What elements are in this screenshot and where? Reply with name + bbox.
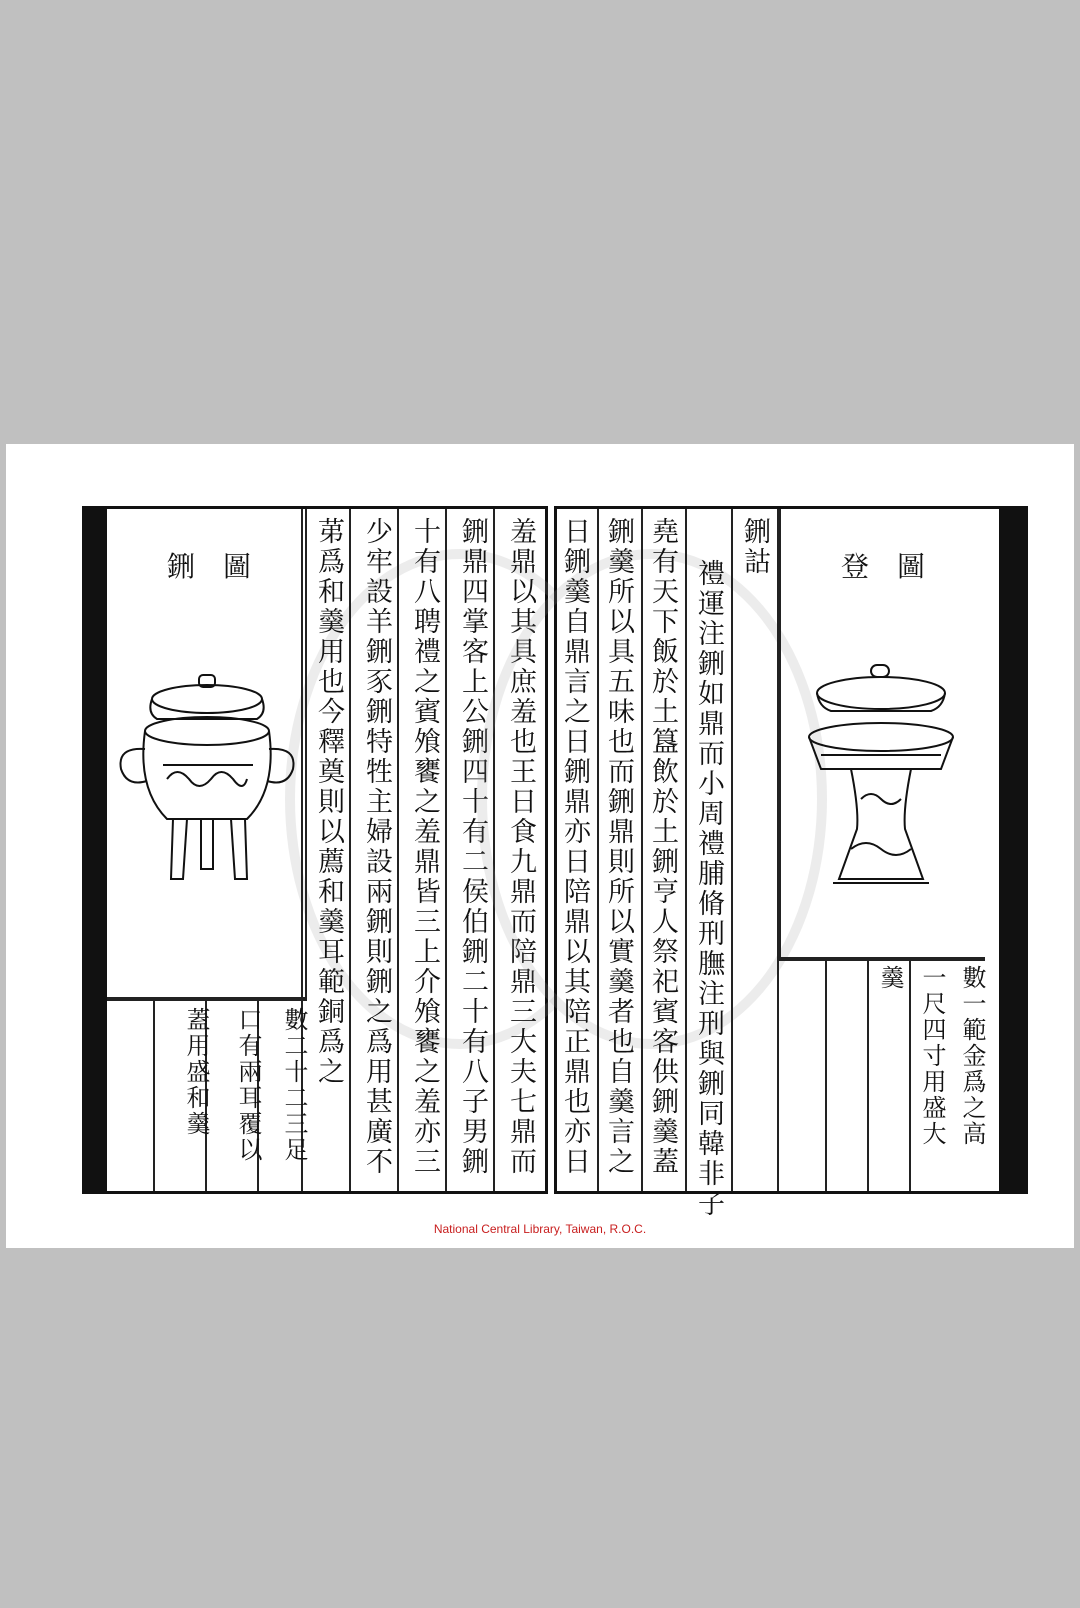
text-column: 十有八聘禮之賓飧饔之羞鼎皆三上介飧饔之羞亦三 [409,517,440,1177]
text-column: 日鉶羹自鼎言之日鉶鼎亦日陪鼎以其陪正鼎也亦日 [559,517,590,1177]
text-column: 堯有天下飯於土簋飲於土鉶亨人祭祀賓客供鉶羹蓋 [647,517,678,1177]
footer-credit: National Central Library, Taiwan, R.O.C. [433,1222,647,1236]
text-column: 苐爲和羹用也今釋奠則以薦和羹耳範銅爲之 [313,517,344,1087]
right-page [554,506,1028,1219]
figure-panel [107,509,307,999]
book-gutter [999,509,1025,1191]
figure-panel [779,509,985,959]
deng-pedestal-vessel-icon [781,659,987,899]
figure-title: 鉶圖 [167,550,280,583]
caption-column: 口有兩耳覆以 [234,1007,262,1163]
caption-column: 蓋用盛和羹 [182,1007,210,1137]
scanned-book-sheet [6,444,1074,1248]
caption-column: 數一範金爲之高 [958,965,986,1147]
left-page [82,506,548,1194]
text-column: 羞鼎以其具庶羞也王日食九鼎而陪鼎三大夫七鼎而 [505,517,536,1177]
figure-title: 登圖 [841,550,954,583]
caption-column: 一尺四寸用盛大 [918,965,946,1147]
ding-tripod-vessel-icon [107,669,307,929]
book-gutter [85,509,107,1191]
text-column: 禮運注鉶如鼎而小周禮脯脩刑膴注刑與鉶同韓非子 [693,559,724,1219]
text-column: 鉶羹所以具五味也而鉶鼎則所以實羹者也自羹言之 [603,517,634,1177]
text-column: 少牢設羊鉶豕鉶特牲主婦設兩鉶則鉶之爲用甚廣不 [361,517,392,1177]
caption-column: 羹 [876,965,904,991]
text-column: 鉶鼎四掌客上公鉶四十有二侯伯鉶二十有八子男鉶 [457,517,488,1177]
caption-column: 數二十二三足 [280,1007,308,1163]
section-heading: 鉶詁 [739,517,770,577]
